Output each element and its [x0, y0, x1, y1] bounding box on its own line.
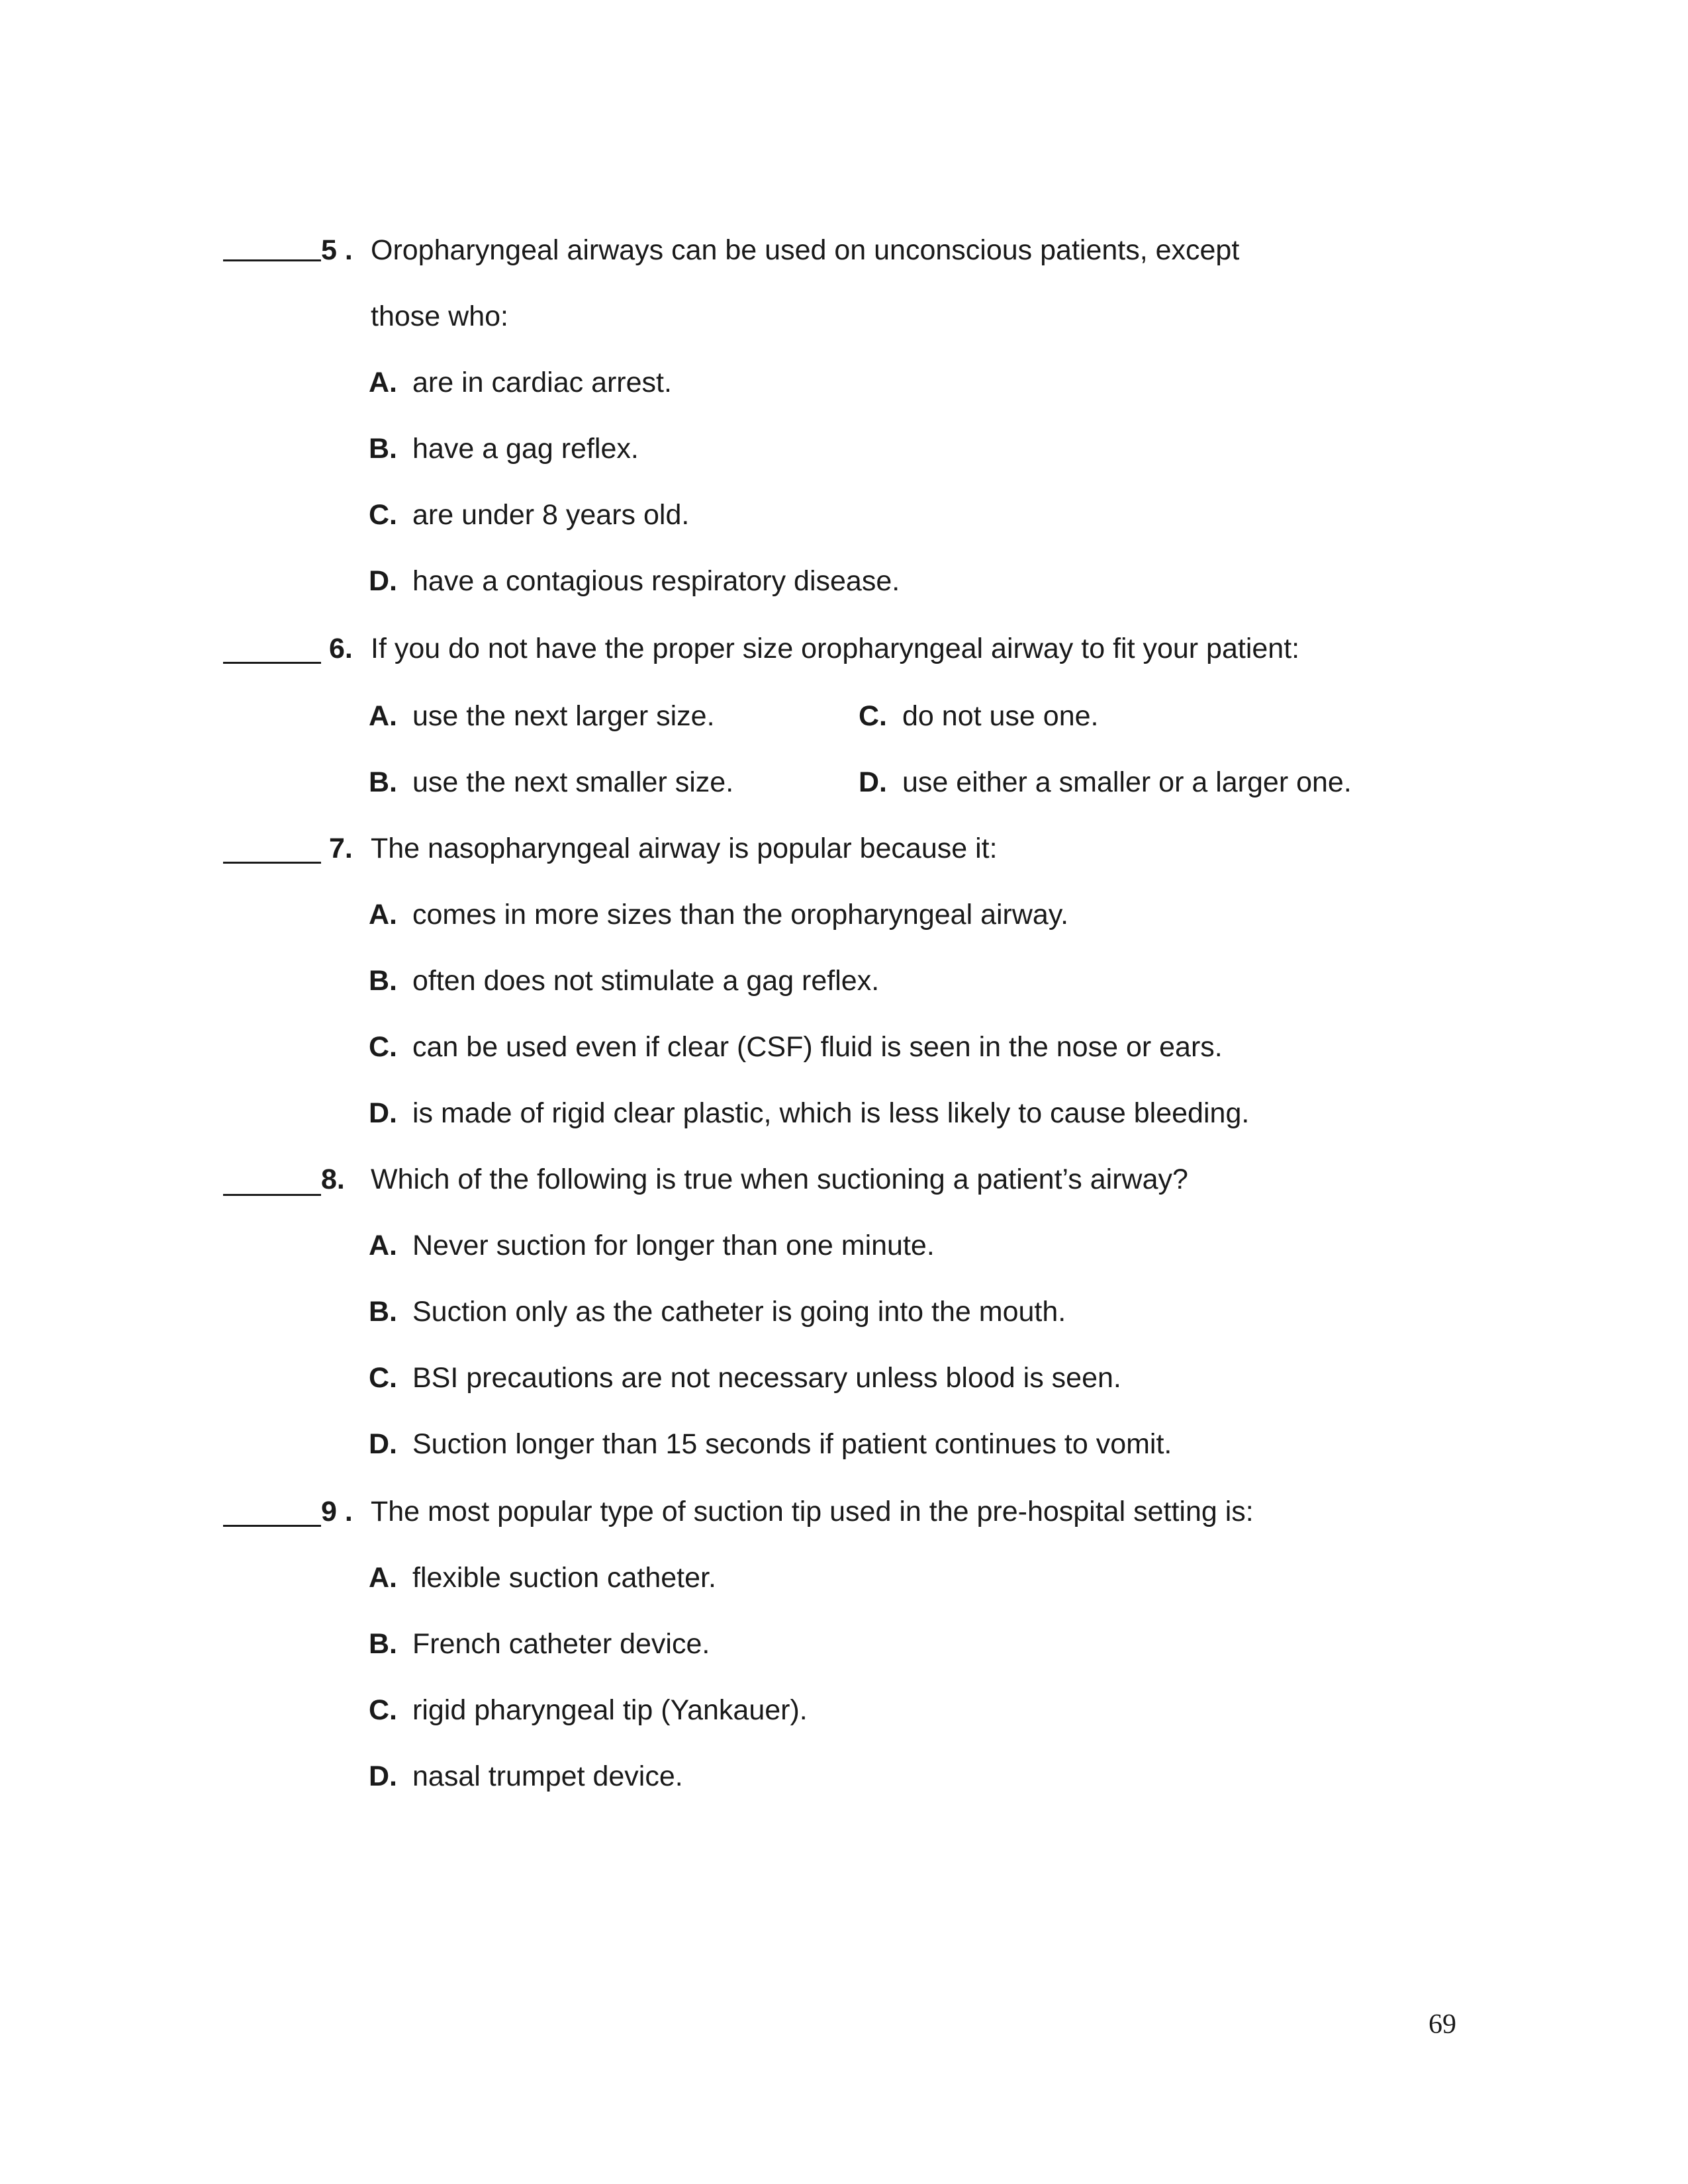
option-text: have a gag reflex.	[412, 433, 639, 465]
question-number: 7.	[329, 833, 353, 864]
option-text: French catheter device.	[412, 1628, 710, 1660]
option-text: are in cardiac arrest.	[412, 367, 672, 398]
option-text: comes in more sizes than the oropharyngeal airway.	[412, 899, 1069, 931]
option-letter: B.	[369, 766, 397, 798]
option-letter: B.	[369, 965, 397, 997]
option-letter: B.	[369, 1628, 397, 1660]
option-letter: A.	[369, 1562, 397, 1594]
question-number: 6.	[329, 633, 353, 664]
option-text: Suction only as the catheter is going into the mouth.	[412, 1296, 1066, 1328]
question-number: 5 .	[321, 234, 353, 266]
question-text: The most popular type of suction tip used in the pre-hospital setting is:	[371, 1496, 1254, 1527]
option-text: Never suction for longer than one minute.	[412, 1230, 935, 1261]
option-letter: C.	[859, 700, 887, 732]
option-text: use either a smaller or a larger one.	[902, 766, 1352, 798]
option-letter: D.	[369, 1760, 397, 1792]
option-letter: B.	[369, 433, 397, 465]
option-text: BSI precautions are not necessary unless blood is seen.	[412, 1362, 1121, 1394]
option-text: Suction longer than 15 seconds if patient continues to vomit.	[412, 1428, 1172, 1460]
question-text: If you do not have the proper size oropharyngeal airway to fit your patient:	[371, 633, 1300, 664]
answer-blank[interactable]	[223, 259, 321, 261]
answer-blank[interactable]	[223, 1194, 321, 1196]
answer-blank[interactable]	[223, 862, 321, 864]
option-text: use the next larger size.	[412, 700, 715, 732]
option-text: are under 8 years old.	[412, 499, 690, 531]
option-text: use the next smaller size.	[412, 766, 734, 798]
option-letter: B.	[369, 1296, 397, 1328]
option-text: is made of rigid clear plastic, which is less likely to cause bleeding.	[412, 1097, 1250, 1129]
question-text: Which of the following is true when suctioning a patient’s airway?	[371, 1163, 1188, 1195]
option-letter: A.	[369, 367, 397, 398]
option-letter: C.	[369, 1362, 397, 1394]
page-number: 69	[1429, 2009, 1456, 2040]
option-letter: D.	[369, 565, 397, 597]
option-letter: A.	[369, 899, 397, 931]
option-letter: C.	[369, 499, 397, 531]
answer-blank[interactable]	[223, 1525, 321, 1527]
option-text: often does not stimulate a gag reflex.	[412, 965, 880, 997]
option-letter: D.	[859, 766, 887, 798]
question-text: The nasopharyngeal airway is popular because it:	[371, 833, 998, 864]
option-text: flexible suction catheter.	[412, 1562, 716, 1594]
option-text: can be used even if clear (CSF) fluid is seen in the nose or ears.	[412, 1031, 1223, 1063]
option-letter: A.	[369, 700, 397, 732]
option-text: nasal trumpet device.	[412, 1760, 683, 1792]
option-text: rigid pharyngeal tip (Yankauer).	[412, 1694, 808, 1726]
question-number: 8.	[321, 1163, 345, 1195]
option-letter: A.	[369, 1230, 397, 1261]
question-text-continued: those who:	[371, 300, 508, 332]
question-number: 9 .	[321, 1496, 353, 1527]
option-text: have a contagious respiratory disease.	[412, 565, 900, 597]
option-letter: D.	[369, 1428, 397, 1460]
option-text: do not use one.	[902, 700, 1099, 732]
option-letter: C.	[369, 1694, 397, 1726]
option-letter: D.	[369, 1097, 397, 1129]
answer-blank[interactable]	[223, 662, 321, 664]
option-letter: C.	[369, 1031, 397, 1063]
question-text: Oropharyngeal airways can be used on unconscious patients, except	[371, 234, 1240, 266]
